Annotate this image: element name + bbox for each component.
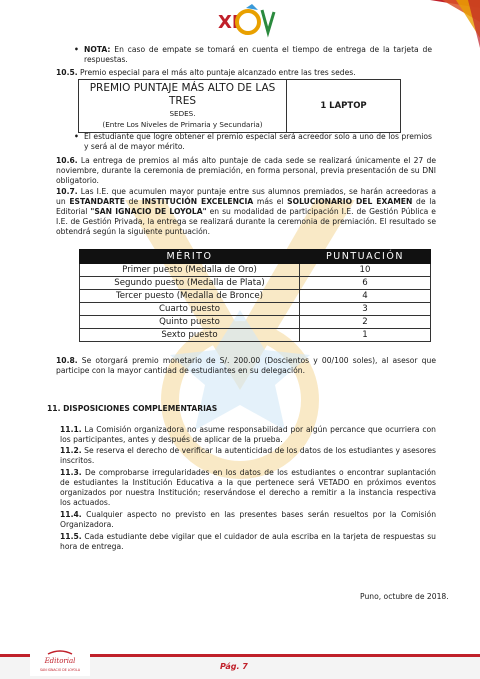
item-11-5: 11.5. Cada estudiante debe vigilar que el cuidador de aula escriba en la tarjeta de respuestas su hora de entrega. bbox=[60, 532, 436, 551]
note-text: NOTA: En caso de empate se tomará en cuenta el tiempo de entrega de la tarjeta de respuestas. bbox=[84, 45, 432, 64]
item-number: 10.8. bbox=[56, 356, 78, 365]
score-cell: 3 bbox=[300, 303, 431, 316]
merit-table bbox=[79, 249, 431, 342]
table-row bbox=[80, 290, 431, 303]
score-cell: 4 bbox=[300, 290, 431, 303]
item-10-6: 10.6. La entrega de premios al más alto puntaje de cada sede se realizará únicamente el 27 de noviembre, durante la ceremonia de premiación, en forma personal, previa presentación de su DNI obligatorio. bbox=[56, 156, 436, 185]
bullet-icon: • bbox=[74, 45, 79, 54]
item-11-1: 11.1. La Comisión organizadora no asume responsabilidad por algún percance que ocurriera con los participantes, antes y después de aplicar de la prueba. bbox=[60, 425, 436, 444]
place-date: Puno, octubre de 2018. bbox=[360, 592, 449, 601]
item-number: 11.4. bbox=[60, 510, 82, 519]
merit-cell: Quinto puesto bbox=[80, 316, 300, 329]
note-label: NOTA: bbox=[84, 45, 111, 54]
table-row bbox=[80, 303, 431, 316]
item-10-8: 10.8. Se otorgará premio monetario de S/. 200.00 (Doscientos y 00/100 soles), al asesor que participe con la mayor cantidad de estudiantes en su delegación. bbox=[56, 356, 436, 375]
item-10-5: 10.5. Premio especial para el más alto puntaje alcanzado entre las tres sedes. bbox=[56, 68, 356, 77]
publisher-name: Editorial bbox=[44, 657, 76, 665]
merit-header: MÉRITO bbox=[80, 250, 300, 264]
item-11-2: 11.2. Se reserva el derecho de verificar la autenticidad de los datos de los estudiantes y asesores inscritos. bbox=[60, 446, 436, 465]
item-number: 10.5. bbox=[56, 68, 78, 77]
prize-title: PREMIO PUNTAJE MÁS ALTO DE LAS TRES bbox=[89, 82, 276, 107]
corner-stripes-decoration bbox=[420, 0, 480, 48]
item-number: 11.2. bbox=[60, 446, 82, 455]
special-prize-text: El estudiante que logre obtener el premio especial será acreedor solo a uno de los premios y será al de mayor mérito. bbox=[84, 132, 432, 151]
merit-cell: Cuarto puesto bbox=[80, 303, 300, 316]
section-heading: 11. DISPOSICIONES COMPLEMENTARIAS bbox=[47, 404, 218, 413]
table-row bbox=[80, 277, 431, 290]
item-11-4: 11.4. Cualquier aspecto no previsto en las presentes bases serán resueltos por la Comisión Organizadora. bbox=[60, 510, 437, 529]
olympiad-logo bbox=[200, 2, 280, 42]
table-row bbox=[80, 264, 431, 277]
page-number: Pág. 7 bbox=[220, 662, 248, 671]
merit-cell: Sexto puesto bbox=[80, 329, 300, 342]
score-cell: 1 bbox=[300, 329, 431, 342]
item-number: 11.1. bbox=[60, 425, 82, 434]
item-number: 11.5. bbox=[60, 532, 82, 541]
score-cell: 10 bbox=[300, 264, 431, 277]
prize-line2: SEDES. bbox=[169, 109, 196, 118]
score-cell: 2 bbox=[300, 316, 431, 329]
bullet-icon: • bbox=[74, 132, 79, 141]
prize-value: 1 LAPTOP bbox=[287, 80, 401, 133]
item-11-3: 11.3. De comprobarse irregularidades en los datos de los estudiantes o encontrar suplantación de estudiantes la Institución Educativa a la que pertenece será VETADO en próximos eventos organizados por nuestra Institución; reservándose el derecho a remitir a la instancia respectiva los actuados. bbox=[60, 468, 436, 507]
item-number: 10.7. bbox=[56, 187, 78, 196]
merit-cell: Segundo puesto (Medalla de Plata) bbox=[80, 277, 300, 290]
score-cell: 6 bbox=[300, 277, 431, 290]
logo-text: XI bbox=[218, 12, 239, 33]
prize-table bbox=[78, 79, 401, 133]
item-10-7: 10.7. Las I.E. que acumulen mayor puntaje entre sus alumnos premiados, se harán acreedoras a un ESTANDARTE de INSTITUCIÓN EXCELENCIA más el SOLUCIONARIO DEL EXAMEN de la Editorial "SAN IGNACIO DE LOYOLA" en su modalidad de participación I.E. de Gestión Pública e I.E. de Gestión Privada, la entrega se realizará durante la ceremonia de premiación. El resultado se obtendrá según la siguiente puntuación. bbox=[56, 187, 436, 236]
table-row bbox=[80, 329, 431, 342]
prize-description-cell bbox=[79, 80, 287, 133]
merit-cell: Primer puesto (Medalla de Oro) bbox=[80, 264, 300, 277]
table-row bbox=[80, 316, 431, 329]
publisher-logo bbox=[30, 650, 90, 676]
item-number: 10.6. bbox=[56, 156, 78, 165]
merit-cell: Tercer puesto (Medalla de Bronce) bbox=[80, 290, 300, 303]
score-header: PUNTUACIÓN bbox=[300, 250, 431, 264]
item-number: 11.3. bbox=[60, 468, 82, 477]
prize-line3: (Entre Los Niveles de Primaria y Secundaria) bbox=[102, 120, 263, 129]
publisher-subtitle: SAN IGNACIO DE LOYOLA bbox=[39, 668, 81, 672]
